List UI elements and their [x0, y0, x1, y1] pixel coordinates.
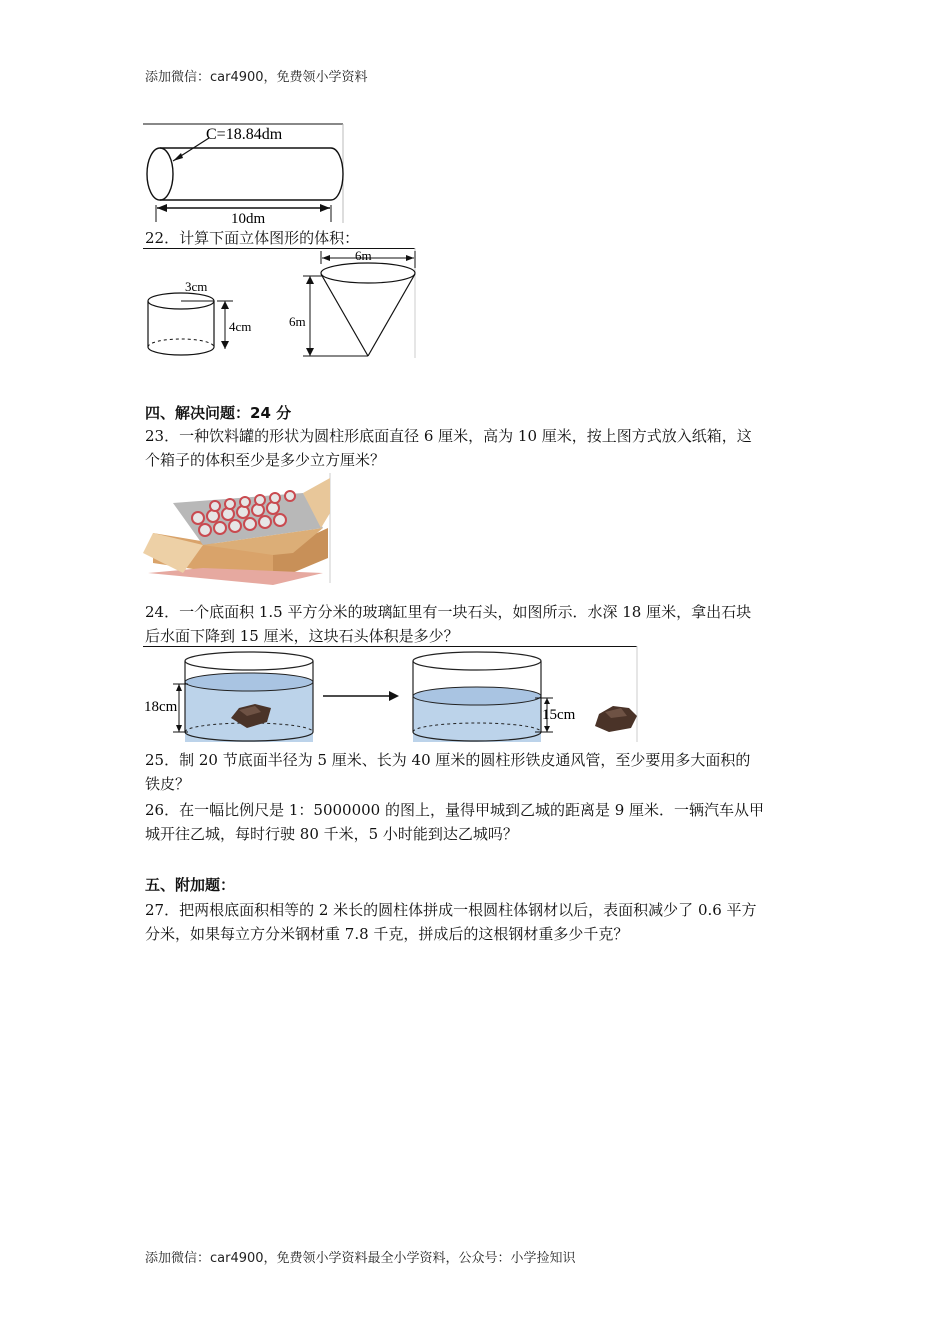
q22-figures	[143, 248, 417, 360]
depth-before-label: 18cm	[144, 699, 178, 715]
cylinder-diameter-label: 3cm	[185, 279, 208, 294]
question-26-line2: 城开往乙城，每时行驶 80 千米，5 小时能到达乙城吗？	[145, 825, 518, 843]
tank-figure	[143, 646, 639, 744]
cylinder-height-label: 4cm	[229, 319, 252, 334]
cone-height-label: 6m	[289, 314, 306, 329]
cone-diameter-label: 6m	[355, 248, 372, 263]
tube-length-label: 10dm	[231, 211, 266, 225]
question-23-line1: 23．一种饮料罐的形状为圆柱形底面直径 6 厘米，高为 10 厘米，按上图方式放入纸箱，这	[145, 427, 752, 445]
page-footer: 添加微信：car4900，免费领小学资料最全小学资料，公众号：小学捡知识	[145, 1251, 576, 1266]
question-27-line1: 27．把两根底面积相等的 2 米长的圆柱体拼成一根圆柱体钢材以后，表面积减少了 0.6 平方	[145, 901, 757, 919]
section-4-heading: 四、解决问题：24 分	[145, 404, 292, 422]
can-box-image	[143, 473, 333, 585]
question-25-line2: 铁皮？	[145, 775, 191, 793]
question-27-line2: 分米，如果每立方分米钢材重 7.8 千克，拼成后的这根钢材重多少千克？	[145, 925, 629, 943]
question-23-line2: 个箱子的体积至少是多少立方厘米？	[145, 451, 386, 469]
page-header: 添加微信：car4900，免费领小学资料	[145, 70, 368, 85]
section-5-heading: 五、附加题：	[145, 876, 236, 894]
question-26-line1: 26．在一幅比例尺是 1：5000000 的图上，量得甲城到乙城的距离是 9 厘米．一辆汽车从甲	[145, 801, 765, 819]
tube-circumference-label: C=18.84dm	[206, 126, 283, 143]
question-24-line1: 24．一个底面积 1.5 平方分米的玻璃缸里有一块石头，如图所示．水深 18 厘米，拿出石块	[145, 603, 752, 621]
question-25-line1: 25．制 20 节底面半径为 5 厘米、长为 40 厘米的圆柱形铁皮通风管，至少要用多大面积的	[145, 751, 751, 769]
tube-figure	[143, 123, 345, 225]
depth-after-label: 15cm	[542, 707, 576, 723]
question-22: 22．计算下面立体图形的体积：	[145, 229, 360, 247]
question-24-line2: 后水面下降到 15 厘米，这块石头体积是多少？	[145, 627, 459, 645]
